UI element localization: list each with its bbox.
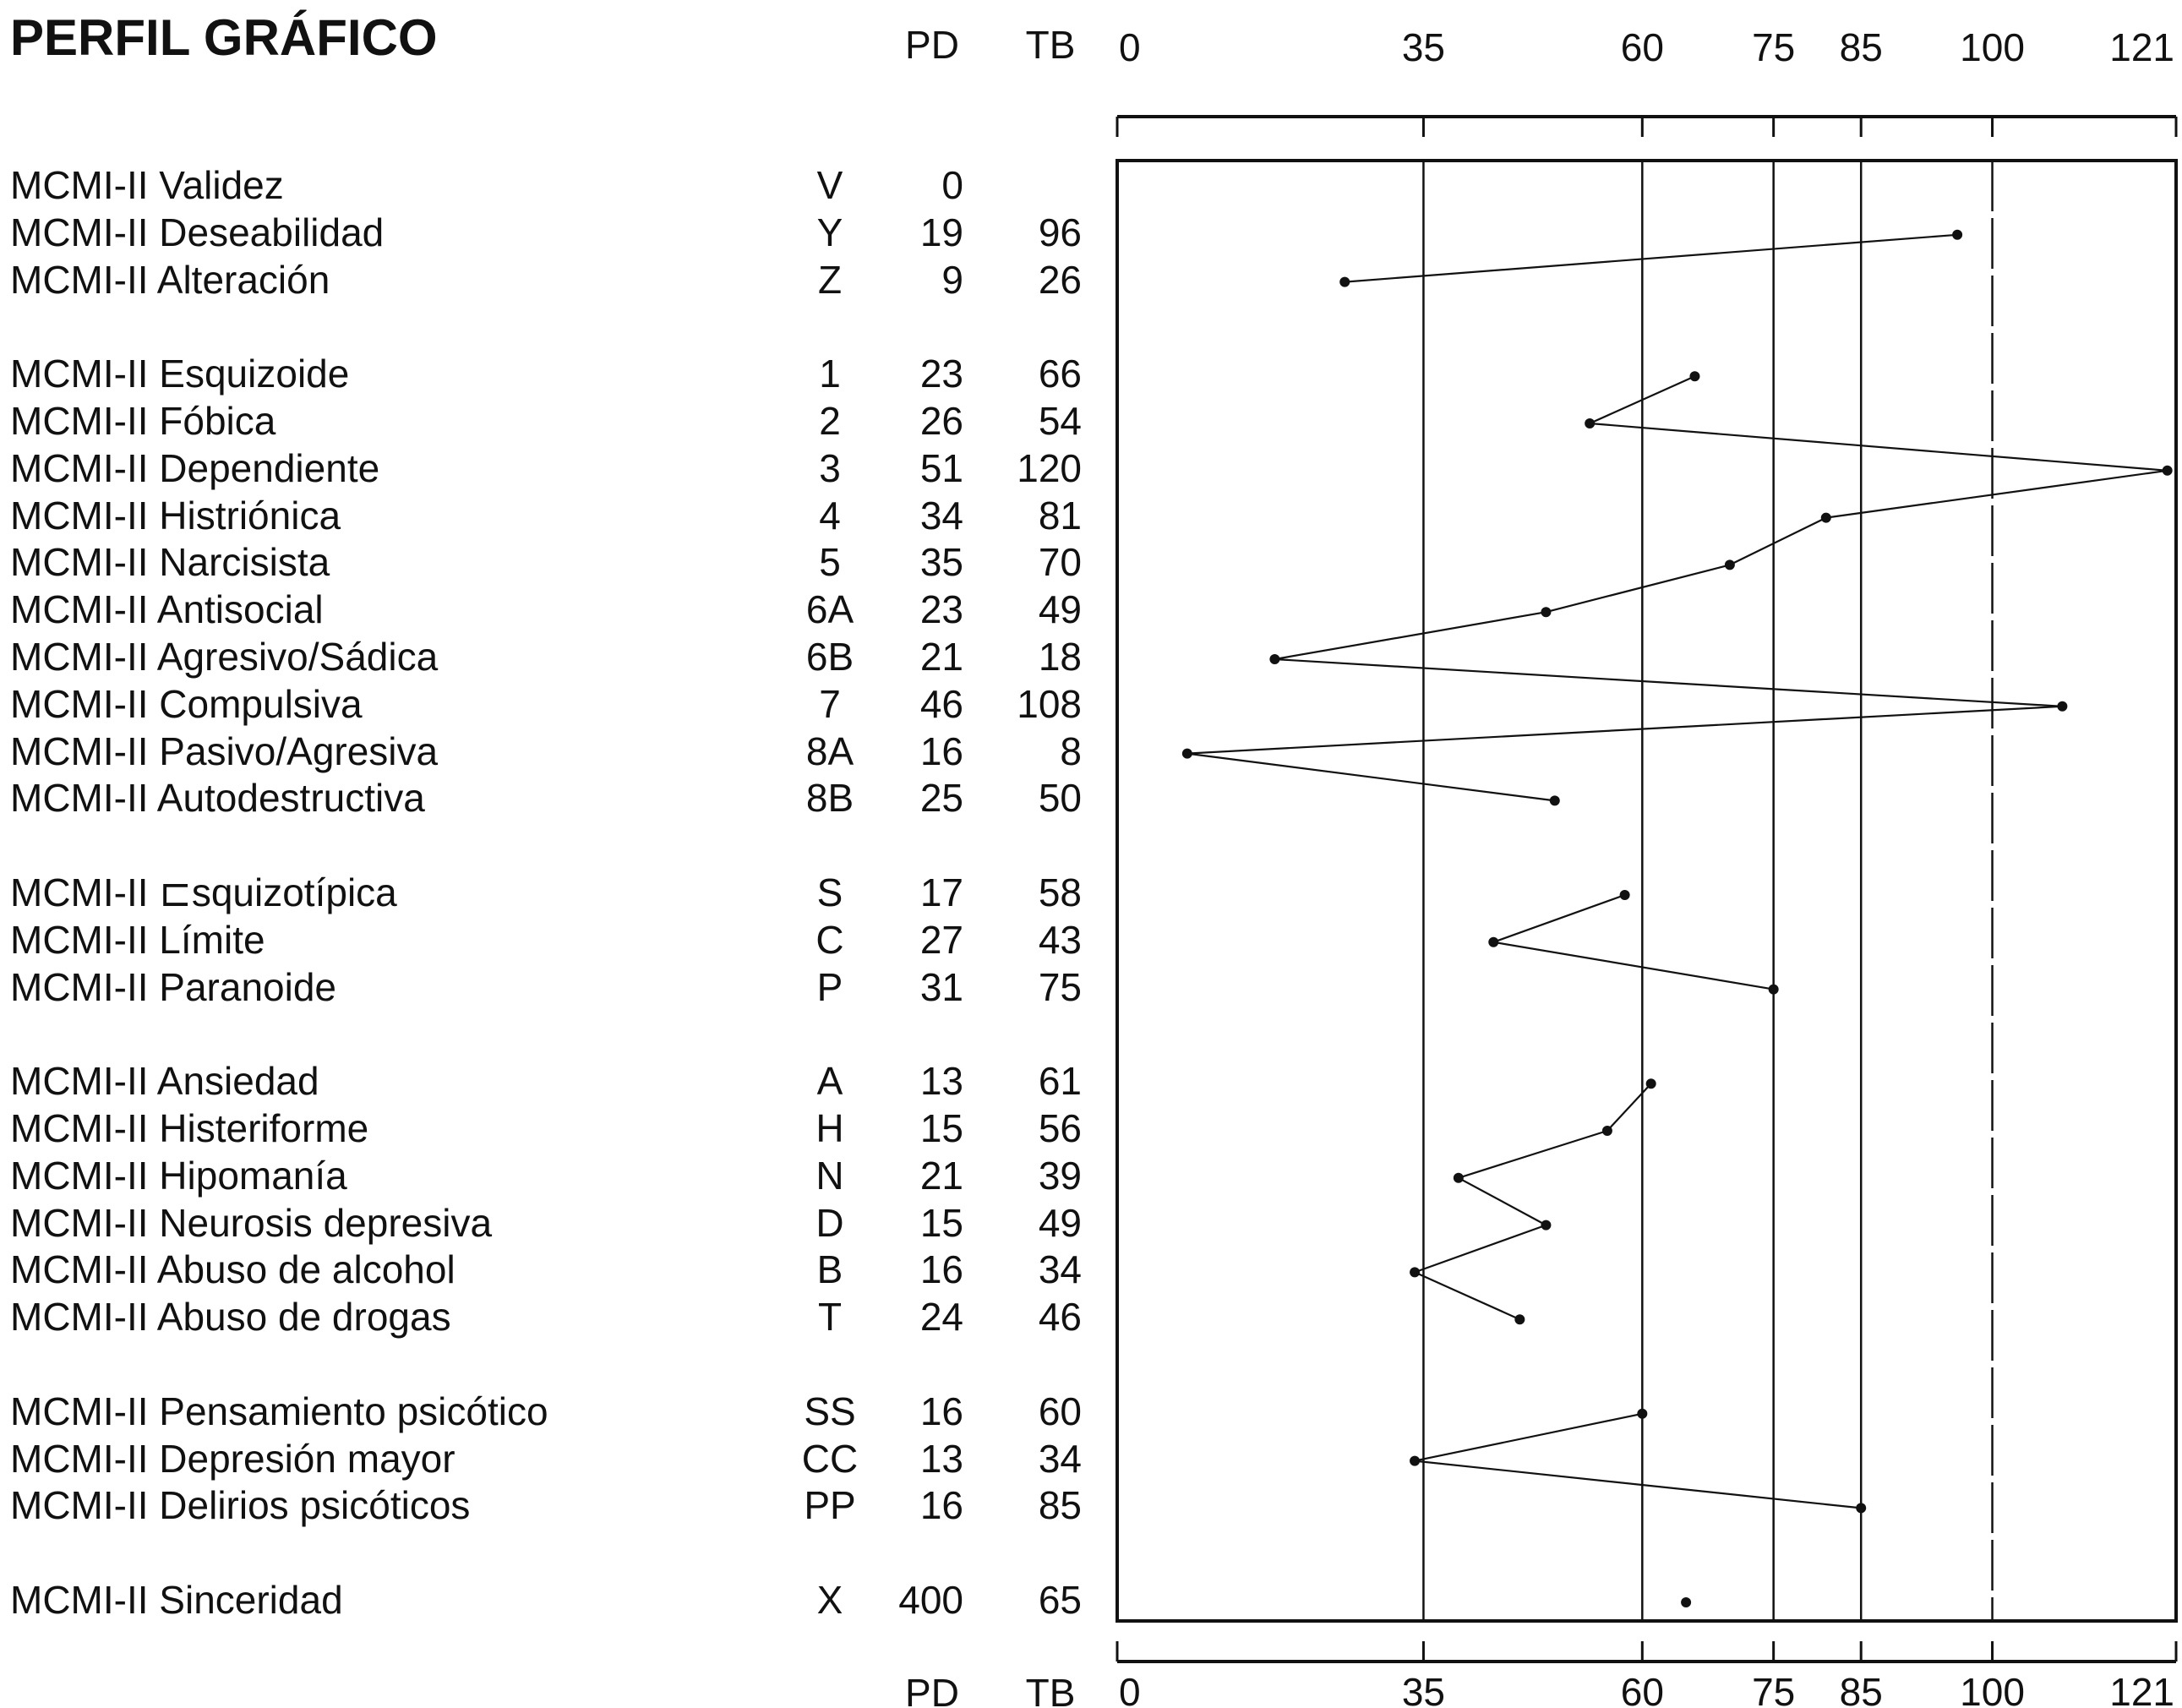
pd-value: 21	[919, 635, 963, 679]
pd-value: 51	[919, 445, 963, 490]
tb-value: 81	[1038, 493, 1082, 538]
scale-label: MCMI-II Esquizoide	[10, 352, 350, 396]
tb-value: 34	[1038, 1247, 1082, 1292]
pd-value: 16	[919, 1247, 963, 1292]
tb-value: 56	[1038, 1106, 1082, 1150]
series-segment	[1730, 518, 1826, 565]
scale-code: 1	[819, 352, 841, 396]
data-point	[1620, 890, 1630, 900]
scale-label: MCMI-II Límite	[10, 917, 265, 962]
tb-value: 54	[1038, 399, 1082, 443]
pd-value: 13	[919, 1436, 963, 1481]
data-point	[1541, 607, 1551, 617]
pd-value: 23	[919, 587, 963, 632]
scale-label: MCMI-II Fóbica	[10, 399, 276, 443]
top-tick-label: 121	[2109, 25, 2174, 69]
scale-code: 2	[819, 399, 841, 443]
top-tick-label: 35	[1401, 25, 1446, 69]
scale-label: MCMI-II Autodestructiva	[10, 776, 425, 821]
scale-label: MCMI-II Alteración	[10, 257, 330, 302]
data-point	[1182, 749, 1192, 759]
bottom-tick-label: 60	[1620, 1670, 1664, 1708]
scale-code: 8B	[805, 776, 854, 821]
scale-code: V	[816, 163, 843, 207]
tb-value: 75	[1038, 964, 1082, 1009]
scale-label: MCMI-II Deseabilidad	[10, 210, 385, 254]
pd-value: 26	[919, 399, 963, 443]
scale-code: N	[816, 1153, 844, 1198]
series-segment	[1459, 1178, 1546, 1225]
scale-code: 5	[819, 540, 841, 585]
scale-code: C	[816, 917, 844, 962]
tb-value: 61	[1038, 1059, 1082, 1104]
pd-value: 25	[919, 776, 963, 821]
tb-value: 18	[1038, 635, 1082, 679]
scale-label: MCMI-II Abuso de drogas	[10, 1295, 451, 1340]
series-segment	[1459, 1131, 1607, 1178]
series-segment	[1415, 1225, 1546, 1273]
tb-value: 70	[1038, 540, 1082, 585]
pd-value: 46	[919, 681, 963, 726]
series-segment	[1493, 895, 1624, 942]
tb-value: 34	[1038, 1436, 1082, 1481]
data-point	[1681, 1597, 1691, 1607]
data-point	[1454, 1173, 1464, 1183]
tb-value: 50	[1038, 776, 1082, 821]
tb-value: 43	[1038, 917, 1082, 962]
scale-code: 3	[819, 445, 841, 490]
scale-code: SS	[804, 1389, 856, 1433]
scale-code: D	[816, 1200, 844, 1245]
data-point	[2057, 701, 2067, 712]
tb-value: 96	[1038, 210, 1082, 254]
data-point	[1952, 230, 1962, 240]
scale-code: 8A	[805, 728, 854, 773]
bottom-tick-label: 85	[1839, 1670, 1883, 1708]
pd-value: 0	[941, 163, 963, 207]
scale-label: MCMI-II Pensamiento psicótico	[10, 1389, 548, 1433]
scale-label: MCMI-II Depresión mayor	[10, 1436, 455, 1481]
plot-frame	[1117, 161, 2176, 1621]
series-segment	[1826, 471, 2168, 518]
scale-code: Z	[817, 257, 843, 302]
series-segment	[1274, 612, 1546, 659]
scale-label: MCMI-II Narcisista	[10, 540, 330, 585]
top-tick-label: 0	[1119, 25, 1141, 69]
bottom-tick-label: 35	[1401, 1670, 1446, 1708]
scale-code: CC	[801, 1436, 859, 1481]
pd-value: 13	[919, 1059, 963, 1104]
series-segment	[1493, 942, 1773, 990]
data-point	[1602, 1126, 1612, 1136]
tb-header-top: TB	[1025, 23, 1076, 67]
scale-label: MCMI-II Dependiente	[10, 445, 380, 490]
bottom-tick-label: 121	[2109, 1670, 2174, 1708]
pd-value: 35	[919, 540, 963, 585]
pd-value: 16	[919, 1483, 963, 1528]
data-point	[1646, 1078, 1656, 1089]
scale-label: MCMI-II Paranoide	[10, 964, 337, 1009]
scale-label: MCMI-II ⊏squizotípica	[10, 870, 397, 914]
tb-value: 49	[1038, 1200, 1082, 1245]
pd-value: 15	[919, 1200, 963, 1245]
series-segment	[1415, 1414, 1642, 1461]
scale-code: H	[816, 1106, 844, 1150]
tb-value: 66	[1038, 352, 1082, 396]
scale-code: A	[816, 1059, 843, 1104]
pd-value: 23	[919, 352, 963, 396]
scale-code: S	[816, 870, 843, 914]
series-segment	[1187, 707, 2063, 754]
tb-value: 120	[1017, 445, 1082, 490]
data-point	[1488, 937, 1498, 947]
pd-value: 21	[919, 1153, 963, 1198]
scale-code: X	[816, 1578, 843, 1622]
series-segment	[1415, 1461, 1861, 1509]
scale-code: Y	[816, 210, 843, 254]
scale-label: MCMI-II Sinceridad	[10, 1578, 343, 1622]
data-point	[1585, 418, 1595, 428]
tb-value: 108	[1017, 681, 1082, 726]
scale-code: 6B	[805, 635, 854, 679]
scale-label: MCMI-II Validez	[10, 163, 284, 207]
tb-value: 58	[1038, 870, 1082, 914]
series-segment	[1415, 1272, 1519, 1319]
data-point	[2163, 466, 2173, 476]
data-point	[1410, 1267, 1420, 1277]
pd-value: 16	[919, 1389, 963, 1433]
series-segment	[1590, 423, 2167, 471]
bottom-tick-label: 75	[1752, 1670, 1796, 1708]
data-point	[1856, 1503, 1866, 1513]
tb-value: 65	[1038, 1578, 1082, 1622]
series-segment	[1607, 1083, 1651, 1131]
pd-value: 19	[919, 210, 963, 254]
data-point	[1541, 1220, 1551, 1231]
scale-label: MCMI-II Histriónica	[10, 493, 341, 538]
series-segment	[1187, 754, 1555, 801]
tb-header-bottom: TB	[1025, 1671, 1076, 1708]
scale-label: MCMI-II Hipomanía	[10, 1153, 347, 1198]
tb-value: 39	[1038, 1153, 1082, 1198]
top-tick-label: 75	[1752, 25, 1796, 69]
scale-code: 4	[819, 493, 841, 538]
bottom-tick-label: 100	[1960, 1670, 2025, 1708]
scale-code: T	[817, 1295, 843, 1340]
pd-value: 31	[919, 964, 963, 1009]
data-point	[1550, 795, 1560, 805]
scale-label: MCMI-II Histeriforme	[10, 1106, 369, 1150]
series-segment	[1345, 235, 1957, 282]
scale-code: P	[816, 964, 843, 1009]
top-tick-label: 85	[1839, 25, 1883, 69]
scale-code: PP	[804, 1483, 856, 1528]
data-point	[1769, 985, 1779, 995]
data-point	[1725, 559, 1735, 570]
tb-value: 60	[1038, 1389, 1082, 1433]
tb-value: 8	[1060, 728, 1082, 773]
scale-label: MCMI-II Agresivo/Sádica	[10, 635, 439, 679]
pd-header-bottom: PD	[905, 1671, 959, 1708]
data-point	[1339, 277, 1350, 287]
tb-value: 85	[1038, 1483, 1082, 1528]
data-point	[1514, 1314, 1525, 1324]
scale-label: MCMI-II Pasivo/Agresiva	[10, 728, 439, 773]
scale-label: MCMI-II Ansiedad	[10, 1059, 319, 1104]
pd-value: 24	[919, 1295, 963, 1340]
top-tick-label: 60	[1620, 25, 1664, 69]
pd-value: 16	[919, 728, 963, 773]
pd-value: 400	[898, 1578, 963, 1622]
pd-value: 34	[919, 493, 963, 538]
data-point	[1821, 513, 1831, 523]
series-segment	[1274, 659, 2062, 707]
pd-value: 17	[919, 870, 963, 914]
tb-value: 46	[1038, 1295, 1082, 1340]
tb-value: 26	[1038, 257, 1082, 302]
scale-code: 6A	[805, 587, 854, 632]
data-point	[1689, 371, 1699, 381]
pd-value: 27	[919, 917, 963, 962]
pd-header-top: PD	[905, 23, 959, 67]
scale-label: MCMI-II Antisocial	[10, 587, 324, 632]
series-segment	[1546, 565, 1729, 612]
page-title: PERFIL GRÁFICO	[10, 9, 438, 66]
pd-value: 15	[919, 1106, 963, 1150]
scale-label: MCMI-II Abuso de alcohol	[10, 1247, 455, 1292]
scale-label: MCMI-II Compulsiva	[10, 681, 363, 726]
pd-value: 9	[941, 257, 963, 302]
bottom-tick-label: 0	[1119, 1670, 1141, 1708]
scale-label: MCMI-II Neurosis depresiva	[10, 1200, 493, 1245]
tb-value: 49	[1038, 587, 1082, 632]
scale-label: MCMI-II Delirios psicóticos	[10, 1483, 471, 1528]
data-point	[1637, 1409, 1647, 1419]
scale-code: B	[816, 1247, 843, 1292]
top-tick-label: 100	[1960, 25, 2025, 69]
data-point	[1269, 654, 1279, 664]
data-point	[1410, 1456, 1420, 1466]
scale-code: 7	[819, 681, 841, 726]
